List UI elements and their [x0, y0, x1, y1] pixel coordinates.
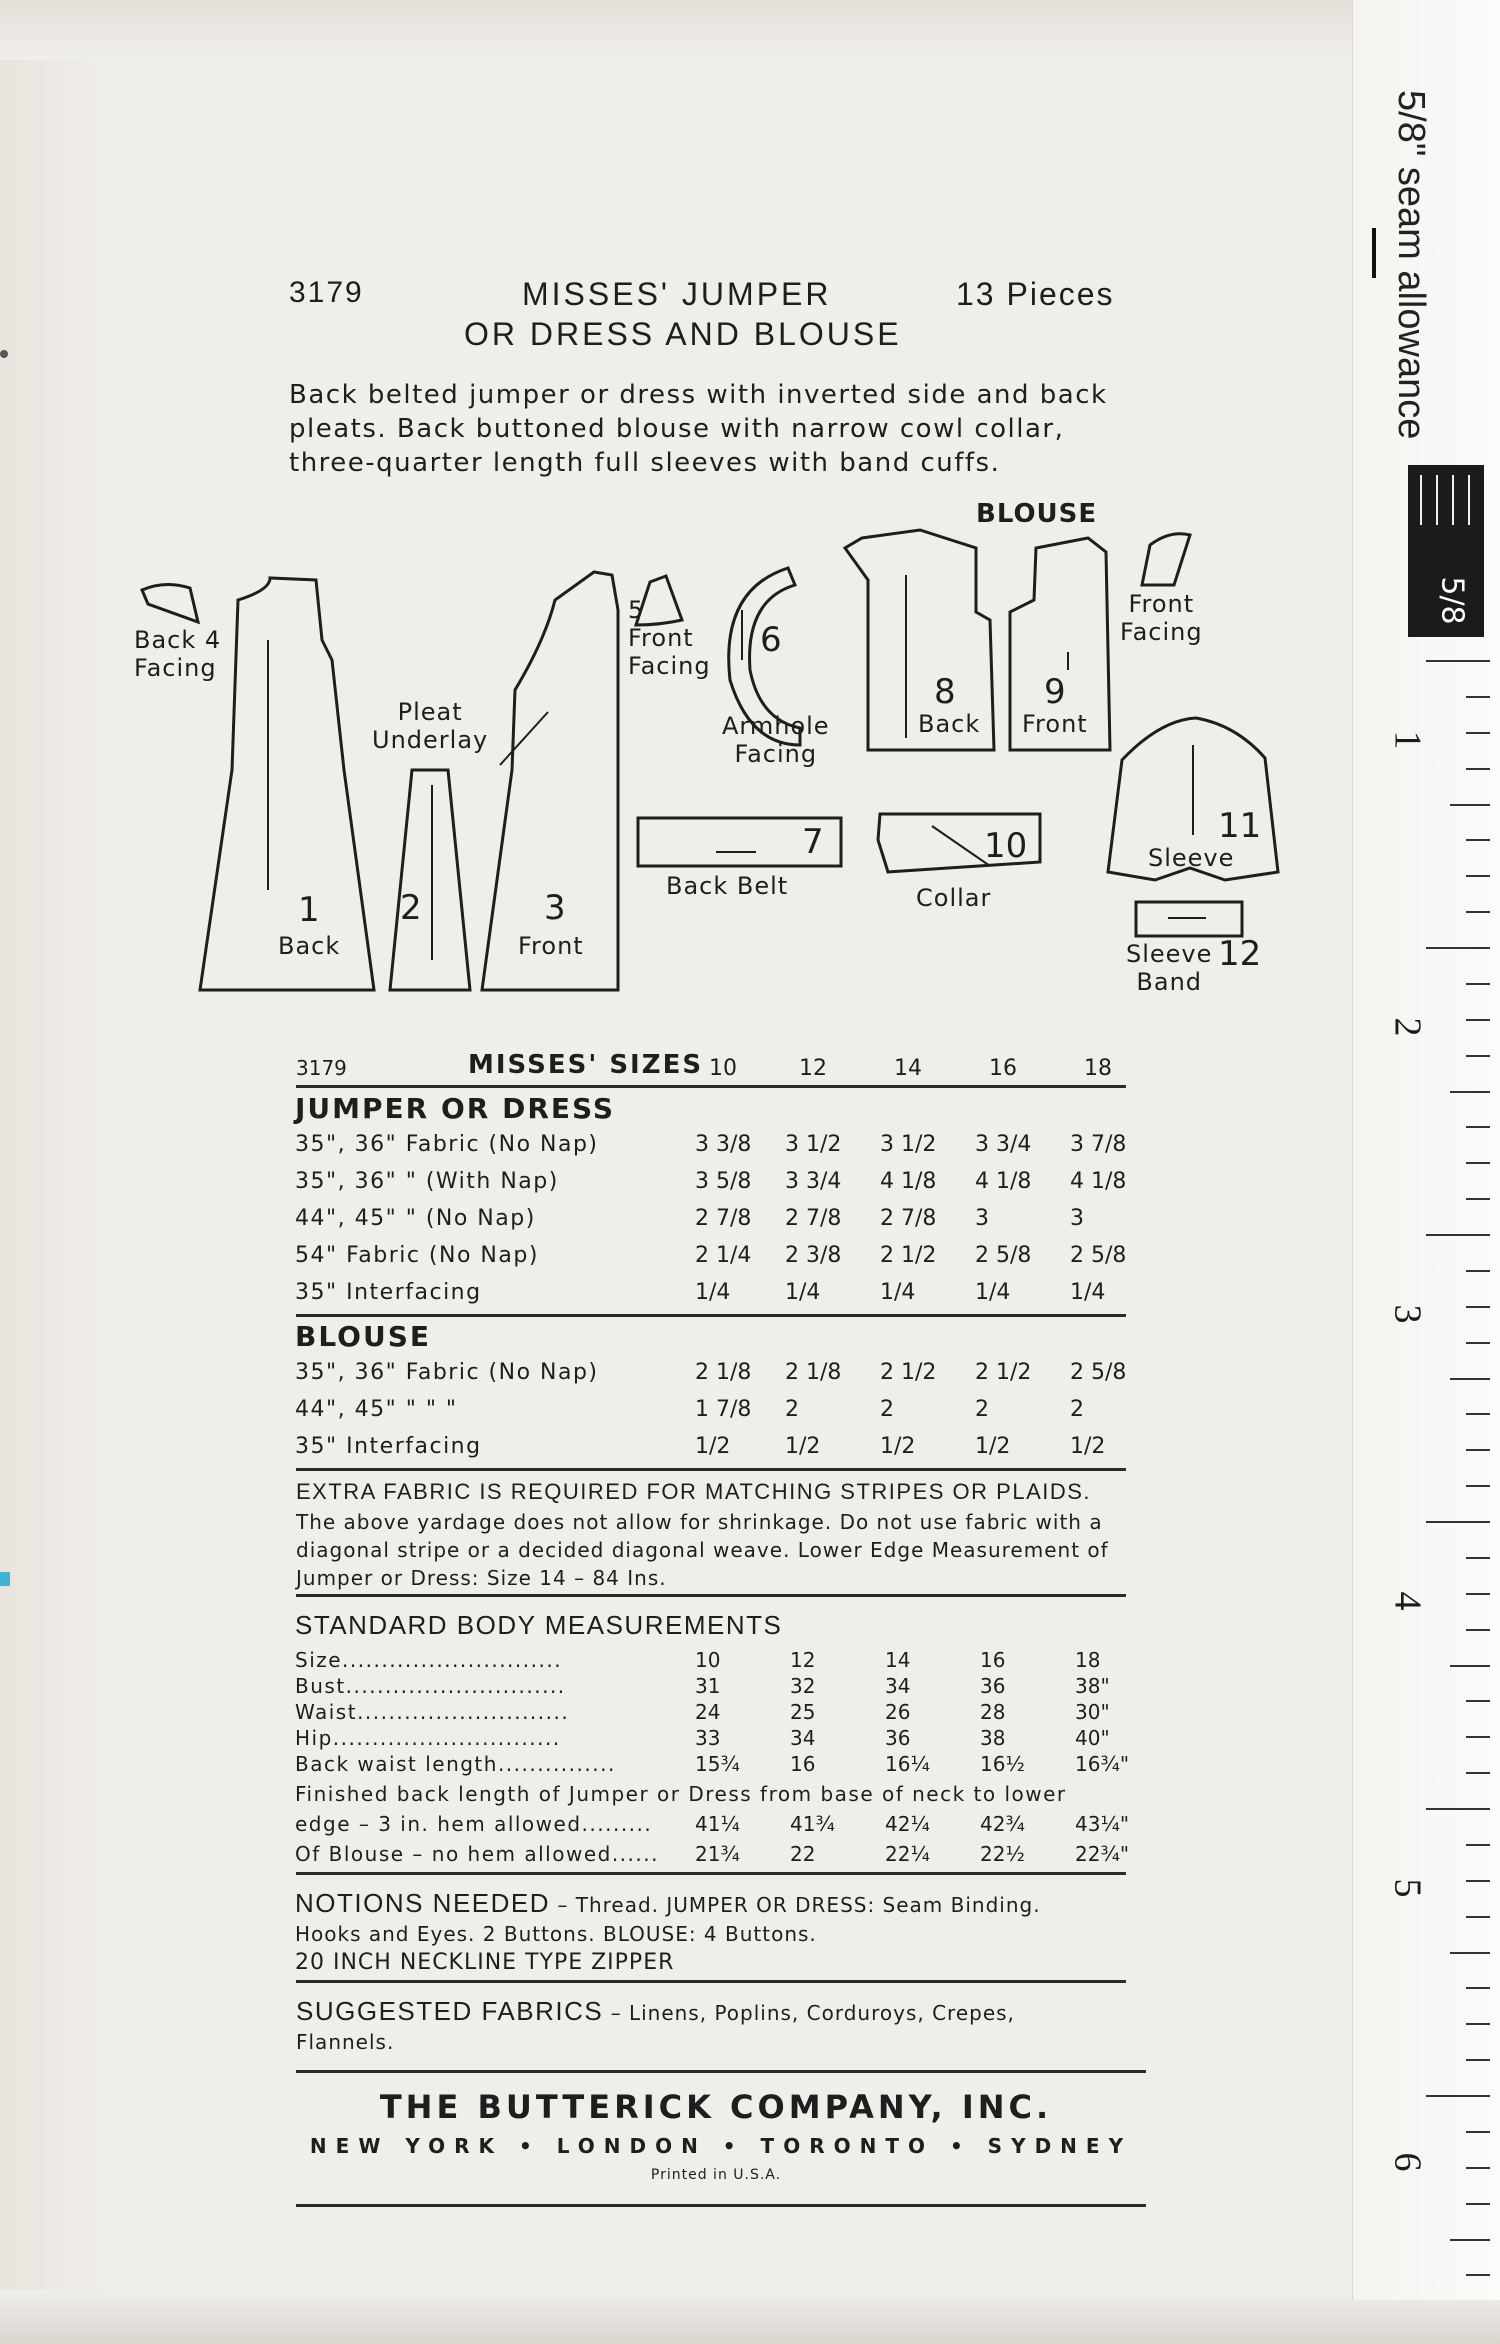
row-value: 32: [790, 1674, 816, 1698]
row-value: 22: [790, 1842, 816, 1866]
notions-heading: NOTIONS NEEDED: [295, 1888, 551, 1918]
ruler-tick: [1426, 1808, 1490, 1810]
ruler-tick: [1466, 875, 1490, 877]
row-value: 1/2: [880, 1434, 916, 1459]
title-line-1: MISSES' JUMPER: [522, 276, 832, 312]
row-value: 2: [785, 1397, 799, 1422]
seam-allowance-label: 5/8" seam allowance: [1390, 90, 1432, 440]
piece-back-shape: [200, 578, 374, 990]
table-row: [295, 1206, 1135, 1240]
fabrics-heading: SUGGESTED FABRICS: [296, 1996, 604, 2026]
row-value: 18: [1075, 1648, 1101, 1672]
row-value: 2 1/8: [695, 1360, 752, 1385]
label-sleeve-band-text: Sleeve Band: [1126, 940, 1213, 996]
row-value: 3 1/2: [880, 1132, 937, 1157]
label-back-1-num: 1: [298, 890, 320, 930]
row-label: 35" Interfacing: [295, 1434, 482, 1459]
notions-text-1: – Thread. JUMPER OR DRESS: Seam Binding.: [550, 1893, 1041, 1917]
row-value: 28: [980, 1700, 1006, 1724]
row-value: 41¼: [695, 1812, 740, 1836]
row-value: 30": [1075, 1700, 1110, 1724]
bottom-rule: [296, 2204, 1146, 2207]
ruler-black-label: 5/8: [1434, 576, 1470, 625]
pattern-number: 3179: [289, 276, 364, 309]
row-value: 4 1/8: [1070, 1169, 1127, 1194]
row-value: 38": [1075, 1674, 1110, 1698]
ruler-tick: [1426, 660, 1490, 662]
row-value: 1/4: [1070, 1280, 1106, 1305]
row-value: 2 1/8: [785, 1360, 842, 1385]
table-row: [295, 1434, 1135, 1468]
label-back-1: Back: [278, 932, 341, 960]
ruler-tick: [1466, 2023, 1490, 2025]
ruler-tick: [1466, 1198, 1490, 1200]
label-sleeve-band-num: 12: [1218, 934, 1262, 974]
row-value: 2 1/2: [975, 1360, 1032, 1385]
fabrics-line-1: [296, 1996, 1015, 2027]
ruler-tick: [1450, 1091, 1490, 1093]
label-sleeve-band: [1126, 940, 1212, 996]
ruler-block-tick: [1436, 475, 1438, 525]
label-front-facing-5: [628, 596, 711, 680]
row-value: 31: [695, 1674, 721, 1698]
row-value: 2: [880, 1397, 894, 1422]
label-back-facing-text: Back 4 Facing: [134, 626, 222, 682]
row-value: 2 7/8: [785, 1206, 842, 1231]
row-label: Size............................: [295, 1648, 563, 1672]
row-value: 1/2: [695, 1434, 731, 1459]
ruler-tick: [1466, 1736, 1490, 1738]
row-value: 24: [695, 1700, 721, 1724]
row-label: Of Blouse – no hem allowed......: [295, 1842, 659, 1866]
ruler-tick: [1466, 1342, 1490, 1344]
title-line-2: OR DRESS AND BLOUSE: [464, 316, 902, 352]
ruler-tick: [1466, 1270, 1490, 1272]
table-row: [295, 1726, 1135, 1752]
ruler-tick: [1466, 2059, 1490, 2061]
ruler-tick: [1466, 1844, 1490, 1846]
row-value: 2 1/4: [695, 1243, 752, 1268]
row-value: 3 5/8: [695, 1169, 752, 1194]
ruler-tick: [1466, 1019, 1490, 1021]
ruler-tick: [1466, 1772, 1490, 1774]
table-code: 3179: [296, 1056, 347, 1080]
ruler-tick: [1466, 1413, 1490, 1415]
paper-edge-bottom: [0, 2290, 1500, 2344]
row-value: 33: [695, 1726, 721, 1750]
label-sleeve-num: 11: [1218, 806, 1262, 846]
label-blouse-front-facing-text: Front Facing: [1120, 590, 1203, 646]
ruler-tick: [1466, 2167, 1490, 2169]
row-value: 1/4: [785, 1280, 821, 1305]
row-value: 3 1/2: [785, 1132, 842, 1157]
row-value: 1/2: [1070, 1434, 1106, 1459]
row-value: 16: [980, 1648, 1006, 1672]
row-value: 3 3/8: [695, 1132, 752, 1157]
pieces-count: 13 Pieces: [956, 276, 1115, 312]
measurements-heading: STANDARD BODY MEASUREMENTS: [295, 1610, 783, 1640]
label-sleeve: Sleeve: [1148, 844, 1235, 872]
row-value: 3 3/4: [785, 1169, 842, 1194]
label-front-9: Front: [1022, 710, 1088, 738]
ruler-tick: [1466, 1306, 1490, 1308]
label-piece-2-num: 2: [400, 888, 422, 928]
row-value: 3 7/8: [1070, 1132, 1127, 1157]
label-front-facing-5-text: 5 Front Facing: [628, 596, 711, 680]
label-collar-num: 10: [984, 826, 1028, 866]
row-label: 35" Interfacing: [295, 1280, 482, 1305]
notes-rule: [296, 1594, 1126, 1597]
row-label: 44", 45" " " ": [295, 1397, 458, 1422]
fabrics-text-1: – Linens, Poplins, Corduroys, Crepes,: [603, 2001, 1015, 2025]
row-value: 22½: [980, 1842, 1025, 1866]
ruler-tick: [1450, 804, 1490, 806]
ruler-tick: [1466, 768, 1490, 770]
company-name: THE BUTTERICK COMPANY, INC.: [379, 2088, 1053, 2126]
ruler-mark-2: 2: [1386, 1017, 1429, 1037]
row-value: 2 1/2: [880, 1360, 937, 1385]
row-value: 16½: [980, 1752, 1025, 1776]
row-value: 4 1/8: [975, 1169, 1032, 1194]
row-value: 2: [1070, 1397, 1084, 1422]
row-value: 2 1/2: [880, 1243, 937, 1268]
row-value: 34: [790, 1726, 816, 1750]
edge-mark: [0, 1572, 10, 1586]
ruler-tick: [1450, 1952, 1490, 1954]
jumper-heading: JUMPER OR DRESS: [295, 1092, 616, 1125]
row-value: 42¾: [980, 1812, 1025, 1836]
ruler-mark-3: 3: [1386, 1304, 1429, 1324]
label-blouse-front-facing: [1120, 590, 1203, 646]
row-value: 1/4: [880, 1280, 916, 1305]
finished-length-line: Finished back length of Jumper or Dress from base of neck to lower: [295, 1782, 1067, 1806]
row-label: 35", 36" " (With Nap): [295, 1169, 559, 1194]
printed-in: Printed in U.S.A.: [650, 2167, 782, 2183]
ruler-tick: [1466, 1916, 1490, 1918]
notions-rule: [296, 1980, 1126, 1983]
piece-pleat-underlay-shape: [390, 770, 470, 990]
ruler-tick: [1466, 1449, 1490, 1451]
ruler-tick: [1466, 696, 1490, 698]
label-pleat-underlay: [372, 698, 488, 754]
size-column-header: 12: [799, 1056, 827, 1081]
ruler-tick: [1466, 2131, 1490, 2133]
row-label: Bust............................: [295, 1674, 566, 1698]
row-value: 22¾": [1075, 1842, 1130, 1866]
ruler-tick: [1466, 1055, 1490, 1057]
row-value: 2 5/8: [975, 1243, 1032, 1268]
row-value: 12: [790, 1648, 816, 1672]
row-label: Hip.............................: [295, 1726, 561, 1750]
row-value: 2 7/8: [880, 1206, 937, 1231]
company-cities: NEW YORK • LONDON • TORONTO • SYDNEY: [309, 2134, 1133, 2158]
ruler-block-tick: [1420, 475, 1422, 525]
label-armhole-num: 6: [760, 620, 782, 660]
extra-fabric-note: EXTRA FABRIC IS REQUIRED FOR MATCHING STRIPES OR PLAIDS.: [296, 1479, 1092, 1504]
label-back-belt-num: 7: [802, 822, 824, 862]
row-label: Back waist length...............: [295, 1752, 616, 1776]
row-value: 2 3/8: [785, 1243, 842, 1268]
table-row: [295, 1280, 1135, 1314]
row-value: 4 1/8: [880, 1169, 937, 1194]
row-value: 38: [980, 1726, 1006, 1750]
row-label: Waist...........................: [295, 1700, 570, 1724]
row-value: 10: [695, 1648, 721, 1672]
table-row: [295, 1243, 1135, 1277]
table-row: [295, 1169, 1135, 1203]
piece-blouse-front-facing-shape: [1142, 534, 1190, 585]
row-value: 36: [885, 1726, 911, 1750]
blouse-rule: [296, 1468, 1126, 1471]
size-column-header: 14: [894, 1056, 922, 1081]
row-value: 40": [1075, 1726, 1110, 1750]
ruler-tick: [1466, 732, 1490, 734]
table-row: [295, 1132, 1135, 1166]
ruler-tick: [1426, 2095, 1490, 2097]
row-value: 1 7/8: [695, 1397, 752, 1422]
row-value: 34: [885, 1674, 911, 1698]
ruler-tick: [1466, 1485, 1490, 1487]
row-value: 1/4: [975, 1280, 1011, 1305]
ruler-tick: [1466, 1987, 1490, 1989]
row-label: edge – 3 in. hem allowed.........: [295, 1812, 653, 1836]
row-label: 44", 45" " (No Nap): [295, 1206, 536, 1231]
ruler-tick: [1466, 1880, 1490, 1882]
blouse-heading: BLOUSE: [295, 1320, 432, 1353]
row-value: 2 5/8: [1070, 1243, 1127, 1268]
table-row: [295, 1842, 1135, 1868]
ruler-tick: [1466, 839, 1490, 841]
row-value: 26: [885, 1700, 911, 1724]
ruler-tick: [1466, 1700, 1490, 1702]
ruler-block-tick: [1452, 475, 1454, 525]
row-value: 1/4: [695, 1280, 731, 1305]
row-label: 35", 36" Fabric (No Nap): [295, 1360, 599, 1385]
ruler-tick: [1426, 1521, 1490, 1523]
ruler-tick: [1466, 983, 1490, 985]
ruler-block-tick: [1468, 475, 1470, 525]
table-row: [295, 1752, 1135, 1778]
ruler-tick: [1466, 2274, 1490, 2276]
row-value: 41¾: [790, 1812, 835, 1836]
row-value: 36: [980, 1674, 1006, 1698]
row-value: 16: [790, 1752, 816, 1776]
size-column-header: 16: [989, 1056, 1017, 1081]
ruler-tick: [1466, 911, 1490, 913]
table-row: [295, 1397, 1135, 1431]
row-value: 2: [975, 1397, 989, 1422]
ruler-mark-5: 5: [1386, 1878, 1429, 1898]
label-front-3: Front: [518, 932, 584, 960]
ruler-tick: [1466, 2203, 1490, 2205]
table-row: [295, 1648, 1135, 1674]
row-value: 25: [790, 1700, 816, 1724]
row-value: 2 5/8: [1070, 1360, 1127, 1385]
row-label: 54" Fabric (No Nap): [295, 1243, 539, 1268]
table-top-rule: [296, 1085, 1126, 1088]
label-front-9-num: 9: [1044, 672, 1066, 712]
table-row: [295, 1674, 1135, 1700]
fabrics-line-2: Flannels.: [296, 2030, 395, 2054]
row-value: 14: [885, 1648, 911, 1672]
row-value: 42¼: [885, 1812, 930, 1836]
label-blouse-heading: BLOUSE: [976, 499, 1098, 529]
row-value: 43¼": [1075, 1812, 1130, 1836]
label-back-8-num: 8: [934, 672, 956, 712]
ruler-tick: [1450, 1378, 1490, 1380]
label-back-belt: Back Belt: [666, 872, 789, 900]
label-back-8: Back: [918, 710, 981, 738]
garment-description: Back belted jumper or dress with inverted side and back pleats. Back buttoned blouse with narrow cowl collar, three-quarter length full sleeves with band cuffs.: [289, 380, 1108, 478]
label-armhole-facing: [722, 712, 830, 768]
row-value: 16¾": [1075, 1752, 1130, 1776]
notions-line-3: 20 INCH NECKLINE TYPE ZIPPER: [295, 1950, 675, 1975]
measurements-rule: [296, 1872, 1126, 1875]
jumper-rule: [296, 1314, 1126, 1317]
row-value: 3: [975, 1206, 989, 1231]
row-value: 1/2: [785, 1434, 821, 1459]
row-value: 1/2: [975, 1434, 1011, 1459]
size-column-header: 10: [709, 1056, 737, 1081]
label-front-3-num: 3: [544, 888, 566, 928]
ruler-tick: [1450, 1665, 1490, 1667]
label-collar: Collar: [916, 884, 992, 912]
table-row: [295, 1360, 1135, 1394]
ruler-mark-1: 1: [1386, 730, 1429, 750]
ruler-tick: [1466, 1593, 1490, 1595]
row-value: 16¼: [885, 1752, 930, 1776]
table-row: [295, 1812, 1135, 1838]
notions-line-2: Hooks and Eyes. 2 Buttons. BLOUSE: 4 Buttons.: [295, 1922, 817, 1946]
piece-back-facing-shape: [142, 584, 198, 622]
ruler-tick: [1466, 1557, 1490, 1559]
shrinkage-note: The above yardage does not allow for shrinkage. Do not use fabric with a diagonal stripe or a decided diagonal weave. Lower Edge Measurement of Jumper or Dress: Size 14 – 84 Ins.: [296, 1510, 1109, 1590]
table-row: [295, 1700, 1135, 1726]
ruler-tick: [1466, 1162, 1490, 1164]
row-value: 22¼: [885, 1842, 930, 1866]
row-value: 15¾: [695, 1752, 740, 1776]
seam-mark: [1372, 228, 1376, 278]
ruler-tick: [1426, 1234, 1490, 1236]
ruler-mark-6: 6: [1386, 2152, 1429, 2172]
ruler-tick: [1450, 2239, 1490, 2241]
ruler-tick: [1466, 1629, 1490, 1631]
ruler-tick: [1466, 1126, 1490, 1128]
notions-line-1: [295, 1888, 1041, 1919]
row-label: 35", 36" Fabric (No Nap): [295, 1132, 599, 1157]
row-value: 2 7/8: [695, 1206, 752, 1231]
fabrics-rule: [296, 2070, 1146, 2073]
ruler-mark-4: 4: [1386, 1591, 1429, 1611]
row-value: 21¾: [695, 1842, 740, 1866]
row-value: 3: [1070, 1206, 1084, 1231]
label-armhole-facing-text: Armhole Facing: [722, 712, 830, 768]
size-column-header: 18: [1084, 1056, 1112, 1081]
label-pleat-underlay-text: Pleat Underlay: [372, 698, 489, 754]
table-heading: MISSES' SIZES: [468, 1050, 704, 1080]
label-back-facing: [134, 626, 221, 682]
row-value: 3 3/4: [975, 1132, 1032, 1157]
ruler-tick: [1426, 947, 1490, 949]
